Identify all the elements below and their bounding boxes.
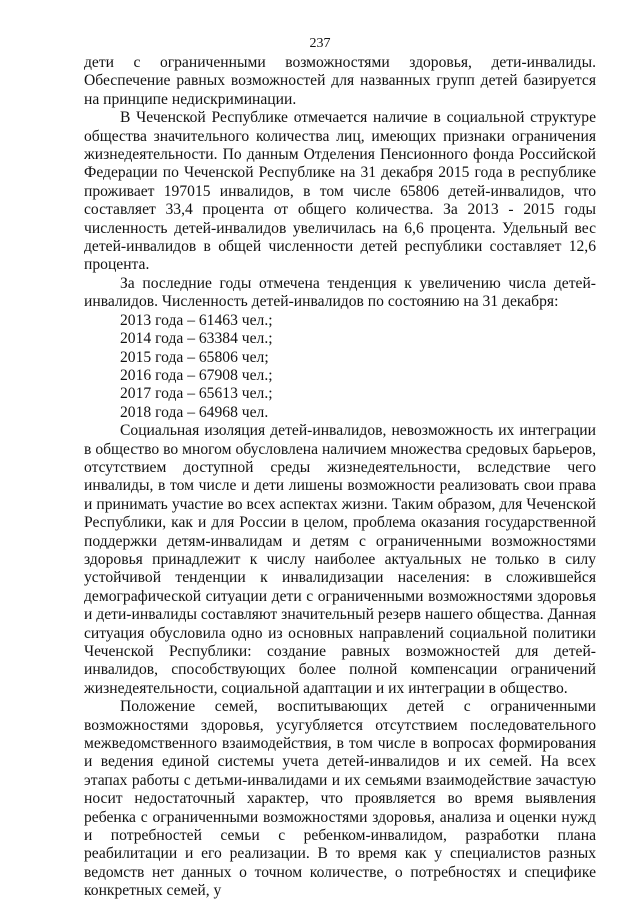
paragraph-continuation: дети с ограниченными возможностями здоровья, дети-инвалиды. Обеспечение равных возможностей для названных групп детей базируется на принципе недискриминации. (84, 54, 596, 108)
list-item: 2014 года – 63384 чел.; (120, 330, 273, 348)
list-item: 2015 года – 65806 чел; (120, 348, 269, 366)
list-item: 2018 года – 64968 чел. (120, 403, 269, 421)
page-number: 237 (309, 36, 331, 51)
list-item: 2016 года – 67908 чел.; (120, 366, 273, 384)
list-item: 2013 года – 61463 чел.; (120, 311, 273, 329)
body-text (84, 54, 596, 901)
disabled-children-count-list (84, 312, 596, 422)
paragraph-disability-structure: В Чеченской Республике отмечается наличие в социальной структуре общества значительного количества лиц, имеющих признаки ограничения жизнедеятельности. По данным Отделения Пенсионного фонда Российской Федерации по Чеченской Республике на 31 декабря 2015 года в республике проживает 197015 инвалидов, в том числе 65806 детей-инвалидов, что составляет 33,4 процента от общего количества. За 2013 - 2015 годы численность детей-инвалидов увеличилась на 6,6 процента. Удельный вес детей-инвалидов в общей численности детей республики составляет 12,6 процента. (84, 109, 596, 274)
paragraph-family-situation: Положение семей, воспитывающих детей с ограниченными возможностями здоровья, усугубляется отсутствием последовательного межведомственного взаимодействия, в том числе в вопросах формирования и ведения единой системы учета детей-инвалидов и их семей. На всех этапах работы с детьми-инвалидами и их семьями взаимодействие зачастую носит недостаточный характер, что проявляется во время выявления ребенка с ограниченными возможностями здоровья, анализа и оценки нужд и потребностей семьи с ребенком-инвалидом, разработки плана реабилитации и его реализации. В то время как у специалистов разных ведомств нет данных о точном количестве, о потребностях и специфике конкретных семей, у (84, 698, 596, 900)
paragraph-trend-intro: За последние годы отмечена тенденция к увеличению числа детей-инвалидов. Численность детей-инвалидов по состоянию на 31 декабря: (84, 274, 596, 311)
paragraph-social-isolation: Социальная изоляция детей-инвалидов, невозможность их интеграции в общество во многом обусловлена наличием множества средовых барьеров, отсутствием доступной среды жизнедеятельности, вследствие чего инвалиды, в том числе и дети лишены возможности реализовать свои права и принимать участие во всех аспектах жизни. Таким образом, для Чеченской Республики, как и для России в целом, проблема оказания государственной поддержки детям-инвалидам и детям с ограниченными возможностями здоровья принадлежит к числу наиболее актуальных не только в силу устойчивой тенденции к инвалидизации населения: в сложившейся демографической ситуации дети с ограниченными возможностями здоровья и дети-инвалиды составляют значительный резерв нашего общества. Данная ситуация обусловила одно из основных направлений социальной политики Чеченской Республики: создание равных возможностей для детей-инвалидов, способствующих более полной компенсации ограничений жизнедеятельности, социальной адаптации и их интеграции в общество. (84, 422, 596, 697)
list-item: 2017 года – 65613 чел.; (120, 385, 273, 403)
